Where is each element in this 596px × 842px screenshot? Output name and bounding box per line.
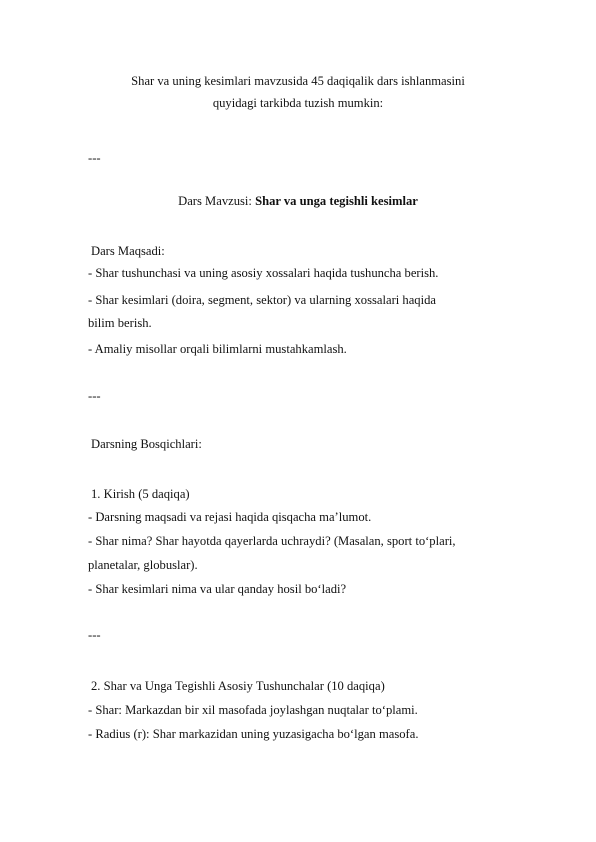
- stage-1-item: - Shar kesimlari nima va ular qanday hosil bo‘ladi?: [88, 582, 347, 596]
- stage-1-item: - Darsning maqsadi va rejasi haqida qisqacha ma’lumot.: [88, 510, 372, 524]
- stage-1-item: planetalar, globuslar).: [88, 558, 198, 572]
- separator: ---: [88, 151, 101, 165]
- topic-label: Dars Mavzusi:: [178, 194, 256, 208]
- stage-2-title: 2. Shar va Unga Tegishli Asosiy Tushunchalar (10 daqiqa): [91, 679, 385, 693]
- intro-line-1: Shar va uning kesimlari mavzusida 45 daqiqalik dars ishlanmasini: [131, 74, 465, 88]
- stage-2-item: - Shar: Markazdan bir xil masofada joylashgan nuqtalar to‘plami.: [88, 703, 418, 717]
- goal-item: - Amaliy misollar orqali bilimlarni mustahkamlash.: [88, 342, 347, 356]
- stage-1-title: 1. Kirish (5 daqiqa): [91, 487, 190, 501]
- separator: ---: [88, 389, 101, 403]
- topic-value: Shar va unga tegishli kesimlar: [255, 194, 418, 208]
- separator: ---: [88, 628, 101, 642]
- goals-heading: Dars Maqsadi:: [91, 244, 165, 258]
- goal-item: - Shar tushunchasi va uning asosiy xossalari haqida tushuncha berish.: [88, 266, 439, 280]
- goal-item: bilim berish.: [88, 316, 152, 330]
- lesson-topic: [0, 193, 596, 209]
- stage-2-item: - Radius (r): Shar markazidan uning yuzasigacha bo‘lgan masofa.: [88, 727, 419, 741]
- goal-item: - Shar kesimlari (doira, segment, sektor) va ularning xossalari haqida: [88, 293, 436, 307]
- stages-heading: Darsning Bosqichlari:: [91, 437, 202, 451]
- intro-line-2: quyidagi tarkibda tuzish mumkin:: [212, 96, 384, 110]
- stage-1-item: - Shar nima? Shar hayotda qayerlarda uchraydi? (Masalan, sport to‘plari,: [88, 534, 456, 548]
